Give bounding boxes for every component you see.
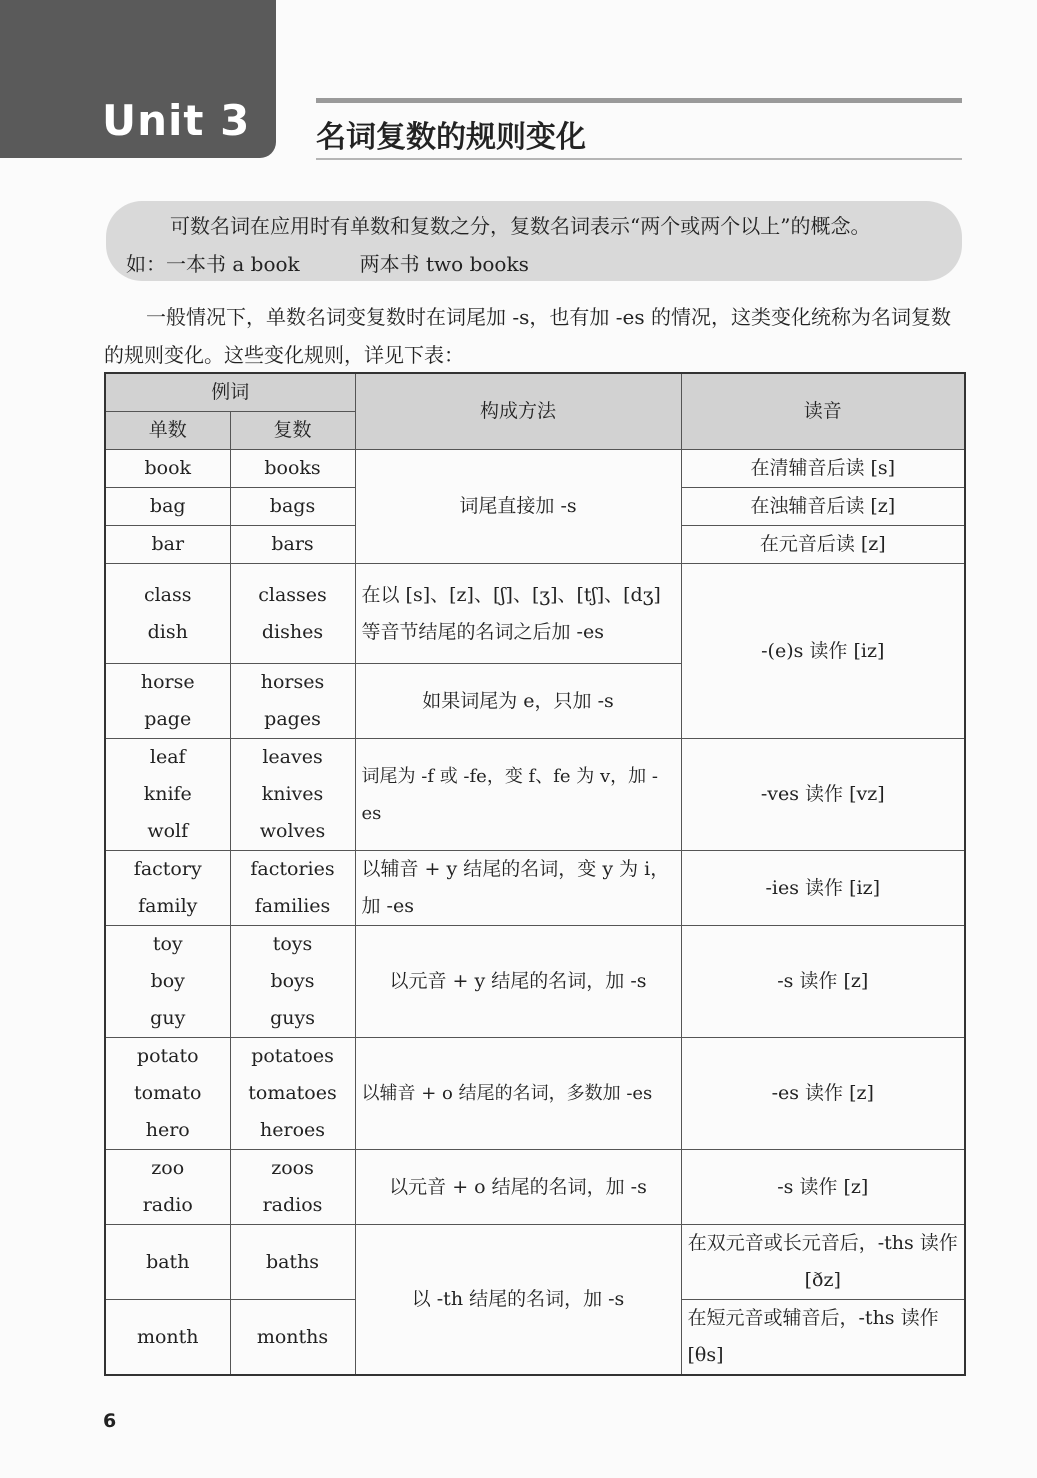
- method-cell: 如果词尾为 e，只加 -s: [355, 664, 681, 739]
- word: radios: [262, 1194, 323, 1216]
- word: toys: [272, 933, 313, 955]
- plural-rules-table: [104, 372, 966, 1376]
- word: family: [138, 895, 198, 917]
- plural-cell: baths: [230, 1225, 355, 1300]
- singular-cell: [105, 564, 230, 664]
- word: leaf: [149, 746, 186, 768]
- word: potatoes: [251, 1045, 334, 1067]
- table-row: [105, 1225, 965, 1300]
- word: tomato: [134, 1082, 202, 1104]
- method-cell: 以 -th 结尾的名词，加 -s: [355, 1225, 681, 1376]
- word: toy: [152, 933, 183, 955]
- pronunciation-cell: -ves 读作 [vz]: [681, 739, 965, 851]
- pronunciation-cell: 在元音后读 [z]: [681, 526, 965, 564]
- page-number: 6: [103, 1410, 117, 1432]
- singular-cell: month: [105, 1300, 230, 1376]
- pronunciation-cell: -es 读作 [z]: [681, 1038, 965, 1150]
- singular-cell: [105, 1150, 230, 1225]
- method-cell: 以元音 + y 结尾的名词，加 -s: [355, 926, 681, 1038]
- word: classes: [258, 583, 327, 606]
- word: dish: [147, 620, 188, 643]
- word: radio: [142, 1194, 193, 1216]
- word: factory: [133, 858, 202, 880]
- pronunciation-cell: -(e)s 读作 [iz]: [681, 564, 965, 739]
- title-rule-top: [316, 98, 962, 103]
- word: page: [144, 708, 192, 730]
- pronunciation-cell: -s 读作 [z]: [681, 1150, 965, 1225]
- pronunciation-cell: 在浊辅音后读 [z]: [681, 488, 965, 526]
- method-cell: 在以 [s]、[z]、[ʃ]、[ʒ]、[tʃ]、[dʒ] 等音节结尾的名词之后加 -es: [355, 564, 681, 664]
- word: class: [143, 583, 192, 606]
- word: potato: [136, 1045, 199, 1067]
- method-cell: 以辅音 + o 结尾的名词，多数加 -es: [355, 1038, 681, 1150]
- plural-cell: [230, 564, 355, 664]
- note-line-1: 可数名词在应用时有单数和复数之分，复数名词表示“两个或两个以上”的概念。: [170, 214, 871, 238]
- word: tomatoes: [248, 1082, 337, 1104]
- note-example-singular: 如：一本书 a book: [126, 252, 300, 276]
- word: guy: [150, 1007, 186, 1029]
- word: factories: [250, 858, 335, 880]
- singular-cell: [105, 851, 230, 926]
- plural-cell: [230, 851, 355, 926]
- table-row: [105, 1038, 965, 1150]
- header-pronunciation: 读音: [681, 373, 965, 450]
- plural-cell: bags: [230, 488, 355, 526]
- table-row: [105, 450, 965, 488]
- singular-cell: [105, 739, 230, 851]
- word: heroes: [260, 1119, 325, 1141]
- header-plural: 复数: [230, 412, 355, 450]
- table-row: [105, 564, 965, 664]
- word: wolf: [147, 820, 189, 842]
- page-title: 名词复数的规则变化: [316, 120, 586, 155]
- note-line-2: [126, 248, 529, 277]
- pronunciation-cell: 在清辅音后读 [s]: [681, 450, 965, 488]
- method-cell: 词尾直接加 -s: [355, 450, 681, 564]
- title-rule-bottom: [316, 158, 962, 160]
- plural-cell: bars: [230, 526, 355, 564]
- header-method: 构成方法: [355, 373, 681, 450]
- plural-cell: [230, 739, 355, 851]
- word: horse: [140, 671, 195, 693]
- singular-cell: [105, 1038, 230, 1150]
- table-row: [105, 851, 965, 926]
- pronunciation-cell: 在双元音或长元音后，-ths 读作 [ðz]: [681, 1225, 965, 1300]
- word: dishes: [261, 620, 324, 643]
- word: knives: [261, 783, 324, 805]
- singular-cell: [105, 664, 230, 739]
- word: wolves: [259, 820, 326, 842]
- method-cell: 以元音 + o 结尾的名词，加 -s: [355, 1150, 681, 1225]
- plural-cell: books: [230, 450, 355, 488]
- note-example-plural: 两本书 two books: [359, 252, 529, 276]
- singular-cell: bag: [105, 488, 230, 526]
- plural-cell: [230, 664, 355, 739]
- word: families: [254, 895, 331, 917]
- word: zoo: [151, 1157, 185, 1179]
- pronunciation-cell: -s 读作 [z]: [681, 926, 965, 1038]
- intro-paragraph: 一般情况下，单数名词变复数时在词尾加 -s，也有加 -es 的情况，这类变化统称为名词复数的规则变化。这些变化规则，详见下表：: [104, 305, 951, 367]
- pronunciation-cell: 在短元音或辅音后，-ths 读作 [θs]: [681, 1300, 965, 1376]
- table-row: [105, 739, 965, 851]
- word: knife: [143, 783, 192, 805]
- singular-cell: bar: [105, 526, 230, 564]
- plural-cell: [230, 1150, 355, 1225]
- header-examples: 例词: [105, 373, 355, 412]
- unit-label: Unit 3: [102, 96, 251, 145]
- singular-cell: bath: [105, 1225, 230, 1300]
- word: boy: [150, 970, 185, 992]
- word: hero: [145, 1119, 190, 1141]
- pronunciation-cell: -ies 读作 [iz]: [681, 851, 965, 926]
- singular-cell: book: [105, 450, 230, 488]
- singular-cell: [105, 926, 230, 1038]
- word: boys: [270, 970, 315, 992]
- word: zoos: [271, 1157, 314, 1179]
- plural-cell: [230, 926, 355, 1038]
- method-cell: 以辅音 + y 结尾的名词，变 y 为 i，加 -es: [355, 851, 681, 926]
- table-row: [105, 926, 965, 1038]
- table-row: [105, 1150, 965, 1225]
- plural-cell: [230, 1038, 355, 1150]
- word: guys: [270, 1007, 315, 1029]
- word: horses: [260, 671, 325, 693]
- plural-cell: months: [230, 1300, 355, 1376]
- word: leaves: [262, 746, 323, 768]
- header-singular: 单数: [105, 412, 230, 450]
- method-cell: 词尾为 -f 或 -fe，变 f、fe 为 v，加 -es: [355, 739, 681, 851]
- word: pages: [264, 708, 321, 730]
